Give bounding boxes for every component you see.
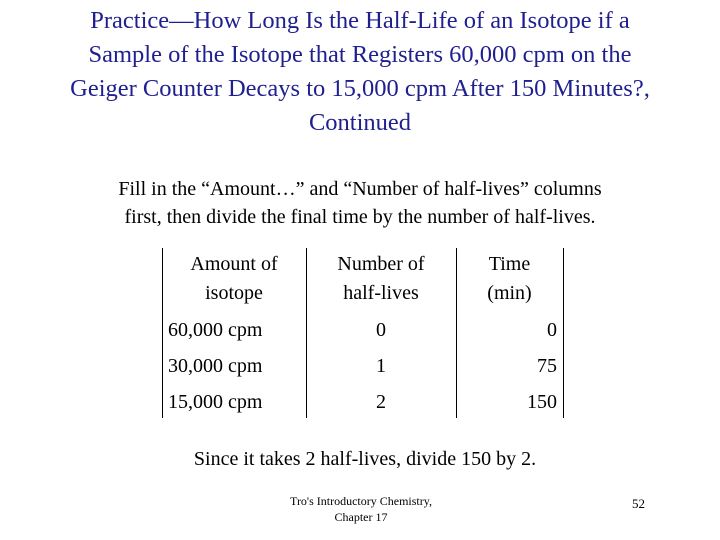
instructions-line-1: Fill in the “Amount…” and “Number of half-lives” columns	[118, 178, 602, 200]
row-3-half-lives: 2	[376, 391, 386, 413]
title-line-3: Geiger Counter Decays to 15,000 cpm After 150 Minutes?,	[70, 75, 650, 102]
row-3-time: 150	[527, 391, 557, 413]
header-time-line-1: Time	[488, 253, 531, 275]
row-1-time: 0	[547, 319, 557, 341]
row-2-time: 75	[537, 355, 557, 377]
footer-source-line-2: Chapter 17	[334, 510, 388, 524]
page-number: 52	[632, 496, 645, 511]
title-line-1: Practice—How Long Is the Half-Life of an Isotope if a	[90, 7, 630, 34]
instructions-line-2: first, then divide the final time by the number of half-lives.	[124, 206, 596, 228]
header-amount-line-2: isotope	[205, 282, 263, 304]
row-2-half-lives: 1	[376, 355, 386, 377]
header-half-lives-line-2: half-lives	[343, 282, 419, 304]
slide-title	[0, 4, 720, 140]
row-2-amount: 30,000 cpm	[168, 355, 263, 377]
title-line-2: Sample of the Isotope that Registers 60,000 cpm on the	[88, 41, 632, 68]
instructions	[0, 175, 720, 231]
footer-source	[268, 493, 454, 525]
footer-source-line-1: Tro's Introductory Chemistry,	[290, 494, 432, 508]
header-half-lives	[306, 250, 456, 308]
conclusion-text: Since it takes 2 half-lives, divide 150 by 2.	[193, 448, 537, 470]
header-amount-line-1: Amount of	[190, 253, 278, 275]
half-life-table	[162, 248, 564, 418]
header-amount	[162, 250, 306, 308]
table-rule-right	[563, 248, 564, 418]
row-1-amount: 60,000 cpm	[168, 319, 263, 341]
header-time-line-2: (min)	[487, 282, 532, 304]
title-line-4: Continued	[308, 109, 412, 136]
header-half-lives-line-1: Number of	[337, 253, 425, 275]
row-1-half-lives: 0	[376, 319, 386, 341]
header-time	[456, 250, 563, 308]
row-3-amount: 15,000 cpm	[168, 391, 263, 413]
